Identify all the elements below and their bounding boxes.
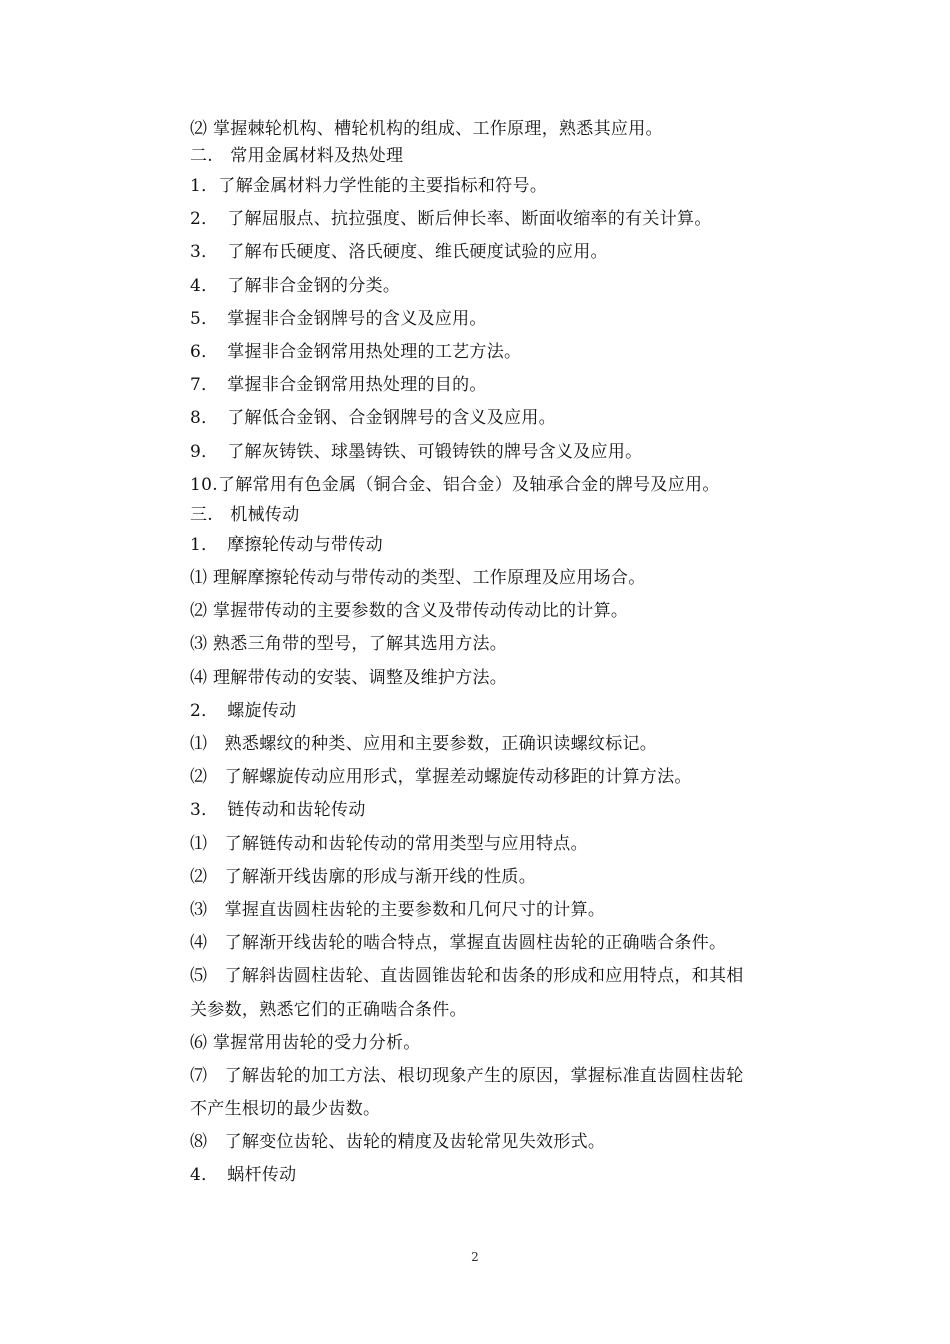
text-line: ⑴ 了解链传动和齿轮传动的常用类型与应用特点。 bbox=[190, 833, 588, 854]
text-line: 不产生根切的最少齿数。 bbox=[190, 1099, 381, 1120]
text-line: ⑷ 理解带传动的安装、调整及维护方法。 bbox=[190, 667, 508, 688]
text-line: ⑴ 理解摩擦轮传动与带传动的类型、工作原理及应用场合。 bbox=[190, 568, 646, 589]
text-line: ⑸ 了解斜齿圆柱齿轮、直齿圆锥齿轮和齿条的形成和应用特点，和其相 bbox=[190, 966, 744, 987]
text-line: 6． 掌握非合金钢常用热处理的工艺方法。 bbox=[190, 341, 522, 362]
text-line: ⑹ 掌握常用齿轮的受力分析。 bbox=[190, 1032, 421, 1053]
text-line: 关参数，熟悉它们的正确啮合条件。 bbox=[190, 999, 467, 1020]
text-line: ⑻ 了解变位齿轮、齿轮的精度及齿轮常见失效形式。 bbox=[190, 1132, 606, 1153]
subsection-heading: 4． 蜗杆传动 bbox=[190, 1165, 297, 1186]
text-line: ⑺ 了解齿轮的加工方法、根切现象产生的原因，掌握标准直齿圆柱齿轮 bbox=[190, 1065, 744, 1086]
text-line: 10.了解常用有色金属（铜合金、铝合金）及轴承合金的牌号及应用。 bbox=[190, 474, 720, 495]
text-line: ⑵ 了解螺旋传动应用形式，掌握差动螺旋传动移距的计算方法。 bbox=[190, 767, 692, 788]
text-line: ⑵ 掌握带传动的主要参数的含义及带传动传动比的计算。 bbox=[190, 601, 629, 622]
text-line: 7． 掌握非合金钢常用热处理的目的。 bbox=[190, 375, 487, 396]
text-line: ⑶ 掌握直齿圆柱齿轮的主要参数和几何尺寸的计算。 bbox=[190, 899, 606, 920]
text-line: ⑷ 了解渐开线齿轮的啮合特点，掌握直齿圆柱齿轮的正确啮合条件。 bbox=[190, 933, 727, 954]
section-heading: 三. 机械传动 bbox=[190, 504, 300, 525]
subsection-heading: 2． 螺旋传动 bbox=[190, 700, 297, 721]
text-line: 5． 掌握非合金钢牌号的含义及应用。 bbox=[190, 308, 487, 329]
text-line: ⑴ 熟悉螺纹的种类、应用和主要参数，正确识读螺纹标记。 bbox=[190, 734, 658, 754]
text-line: 4． 了解非合金钢的分类。 bbox=[190, 275, 401, 296]
text-line: 3． 了解布氏硬度、洛氏硬度、维氏硬度试验的应用。 bbox=[190, 242, 608, 263]
page-number: 2 bbox=[471, 1250, 479, 1264]
document-body bbox=[190, 116, 830, 1193]
text-line: ⑶ 熟悉三角带的型号，了解其选用方法。 bbox=[190, 634, 508, 655]
text-line: ⑵ 掌握棘轮机构、槽轮机构的组成、工作原理，熟悉其应用。 bbox=[190, 119, 663, 139]
text-line: 2． 了解屈服点、抗拉强度、断后伸长率、断面收缩率的有关计算。 bbox=[190, 209, 712, 230]
section-heading: 二. 常用金属材料及热处理 bbox=[190, 146, 404, 166]
subsection-heading: 3． 链传动和齿轮传动 bbox=[190, 800, 366, 821]
text-line: 9． 了解灰铸铁、球墨铸铁、可锻铸铁的牌号含义及应用。 bbox=[190, 441, 643, 462]
text-line: ⑵ 了解渐开线齿廓的形成与渐开线的性质。 bbox=[190, 866, 536, 887]
subsection-heading: 1． 摩擦轮传动与带传动 bbox=[190, 534, 383, 555]
text-line: 1．了解金属材料力学性能的主要指标和符号。 bbox=[190, 176, 548, 196]
text-line: 8． 了解低合金钢、合金钢牌号的含义及应用。 bbox=[190, 408, 556, 429]
